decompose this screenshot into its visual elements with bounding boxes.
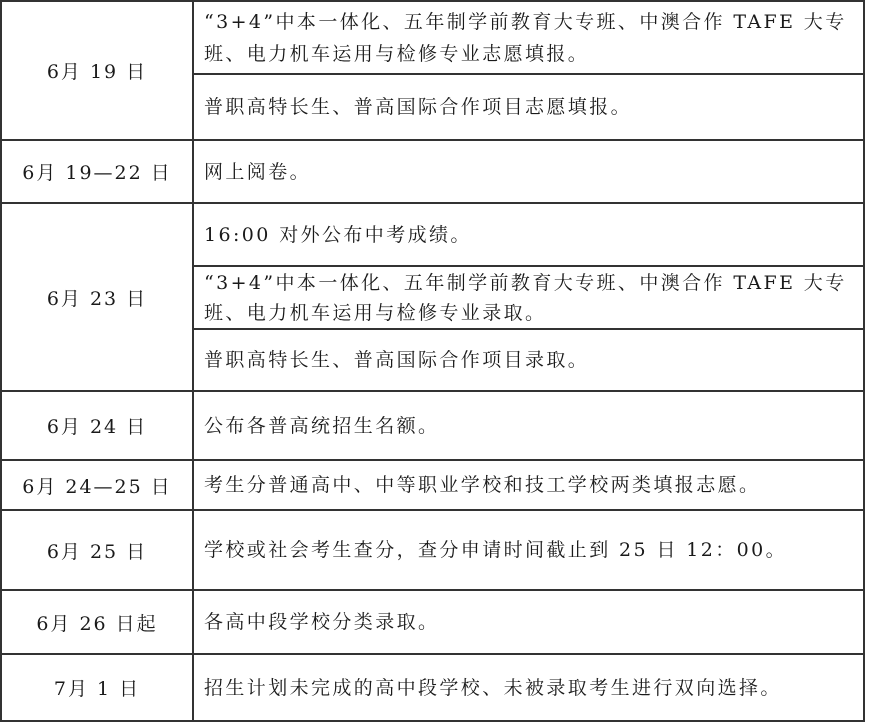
event-cell: 公布各普高统招生名额。	[193, 391, 864, 460]
date-cell: 7月 1 日	[1, 654, 193, 721]
event-cell: 各高中段学校分类录取。	[193, 590, 864, 654]
event-cell: 普职高特长生、普高国际合作项目录取。	[193, 329, 864, 391]
date-cell: 6月 26 日起	[1, 590, 193, 654]
date-cell: 6月 24 日	[1, 391, 193, 460]
event-cell: “3+4”中本一体化、五年制学前教育大专班、中澳合作 TAFE 大专班、电力机车运用与检修专业志愿填报。	[193, 1, 864, 74]
table-row	[1, 590, 864, 654]
date-cell: 6月 25 日	[1, 510, 193, 590]
date-cell: 6月 19 日	[1, 1, 193, 140]
table-row	[1, 391, 864, 460]
table-row	[1, 1, 864, 74]
event-cell: 招生计划未完成的高中段学校、未被录取考生进行双向选择。	[193, 654, 864, 721]
event-cell: 16:00 对外公布中考成绩。	[193, 203, 864, 266]
table-row	[1, 203, 864, 266]
event-cell: 学校或社会考生查分，查分申请时间截止到 25 日 12：00。	[193, 510, 864, 590]
date-cell: 6月 19—22 日	[1, 140, 193, 203]
date-cell: 6月 24—25 日	[1, 460, 193, 510]
event-cell: 网上阅卷。	[193, 140, 864, 203]
table-row	[1, 140, 864, 203]
table-row	[1, 510, 864, 590]
table-row	[1, 654, 864, 721]
event-cell: 考生分普通高中、中等职业学校和技工学校两类填报志愿。	[193, 460, 864, 510]
schedule-body	[1, 1, 864, 721]
date-cell: 6月 23 日	[1, 203, 193, 391]
event-cell: 普职高特长生、普高国际合作项目志愿填报。	[193, 74, 864, 140]
event-cell: “3+4”中本一体化、五年制学前教育大专班、中澳合作 TAFE 大专班、电力机车运用与检修专业录取。	[193, 266, 864, 329]
table-row	[1, 460, 864, 510]
